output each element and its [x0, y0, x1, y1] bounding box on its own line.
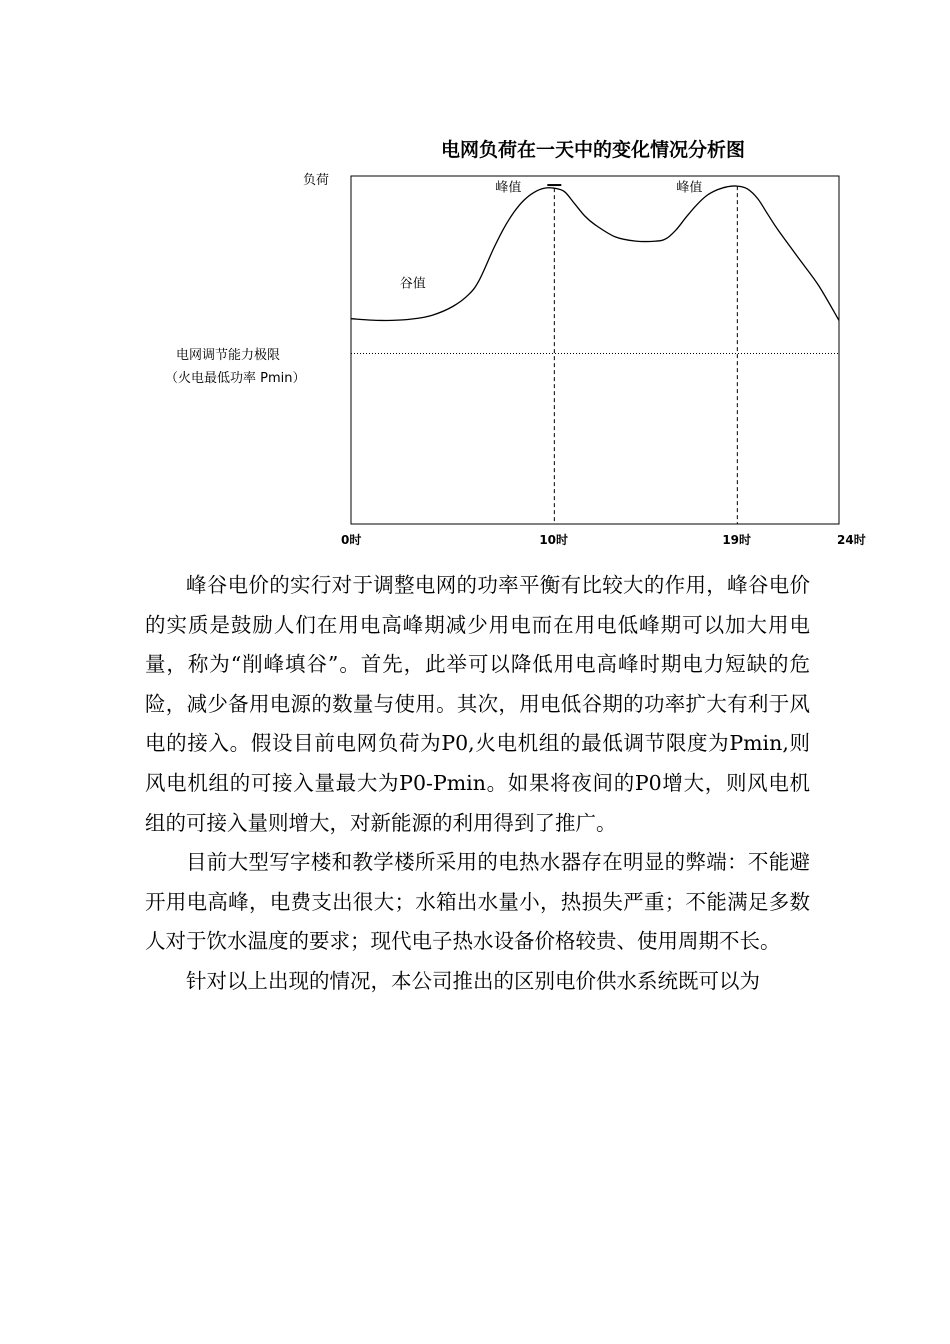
chart-title: 电网负荷在一天中的变化情况分析图 [440, 139, 746, 161]
paragraph: 峰谷电价的实行对于调整电网的功率平衡有比较大的作用，峰谷电价的实质是鼓励人们在用电高峰期减少用电而在用电低峰期可以加大用电量，称为“削峰填谷”。首先，此举可以降低用电高峰时期电力短缺的危险，减少备用电源的数量与使用。其次，用电低谷期的功率扩大有利于风电的接入。假设目前电网负荷为P0,火电机组的最低调节限度为Pmin,则风电机组的可接入量最大为P0-Pmin。如果将夜间的P0增大，则风电机组的可接入量则增大，对新能源的利用得到了推广。 [145, 573, 810, 835]
peak-label-2: 峰值 [676, 180, 703, 196]
valley-label: 谷值 [399, 276, 426, 292]
x-tick-0h: 0时 [341, 533, 362, 547]
x-tick-24h: 24时 [837, 533, 866, 547]
plot-frame [351, 176, 839, 524]
body-text [145, 566, 810, 1002]
paragraph: 针对以上出现的情况，本公司推出的区别电价供水系统既可以为 [186, 968, 760, 993]
pmin-label-line1: 电网调节能力极限 [176, 348, 281, 363]
x-tick-10h: 10时 [539, 533, 569, 547]
peak-label-1: 峰值 [495, 180, 522, 196]
load-chart [0, 0, 950, 560]
x-tick-19h: 19时 [722, 533, 752, 547]
load-curve [351, 186, 839, 321]
paragraph: 目前大型写字楼和教学楼所采用的电热水器存在明显的弊端：不能避开用电高峰，电费支出很大；水箱出水量小，热损失严重；不能满足多数人对于饮水温度的要求；现代电子热水设备价格较贵、使用周期不长。 [145, 850, 810, 954]
y-axis-label: 负荷 [303, 173, 330, 188]
pmin-label-line2: （火电最低功率 Pmin） [165, 371, 306, 386]
